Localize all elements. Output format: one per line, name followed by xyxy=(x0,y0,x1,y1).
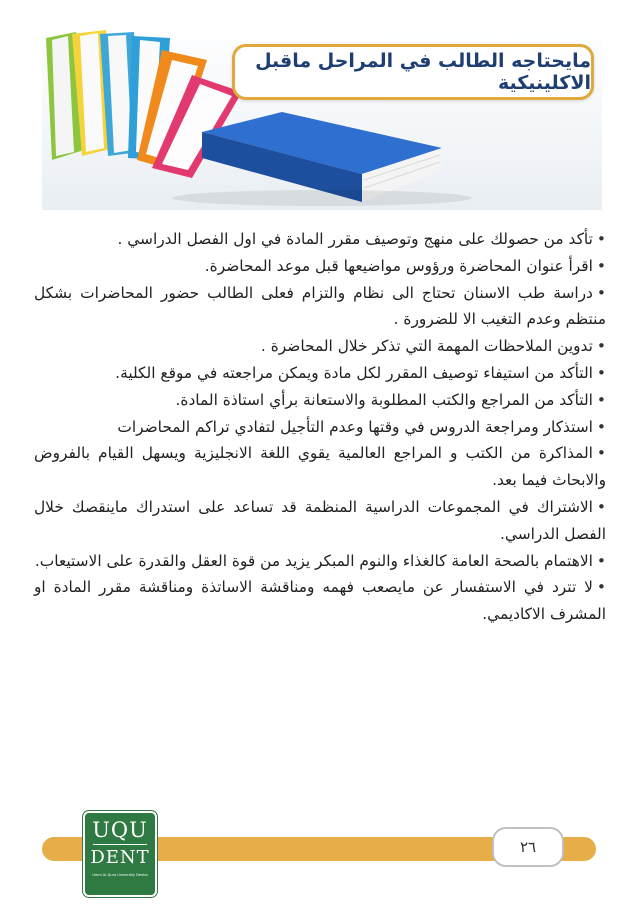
page-number: ٢٦ xyxy=(492,827,564,867)
list-item: •تدوين الملاحظات المهمة التي تذكر خلال المحاضرة . xyxy=(260,337,606,356)
list-item: •دراسة طب الاسنان تحتاج الى نظام والتزام فعلى الطالب حضور المحاضرات بشكل منتظم وعدم التغيب الا للضرورة . xyxy=(34,283,606,329)
section-title-text: مايحتاجه الطالب في المراحل ماقبل الاكلينيكية xyxy=(255,50,591,94)
list-item: •الاهتمام بالصحة العامة كالغذاء والنوم المبكر يزيد من قوة العقل والقدرة على الاستيعاب. xyxy=(34,551,606,570)
logo-divider xyxy=(93,844,147,845)
section-title xyxy=(232,44,594,100)
list-item: •الاشتراك في المجموعات الدراسية المنظمة قد تساعد على استدراك ماينقصك خلال الفصل الدراسي. xyxy=(34,497,606,543)
front-blue-book xyxy=(202,112,442,202)
list-item: •اقرأ عنوان المحاضرة ورؤوس مواضيعها قبل موعد المحاضرة. xyxy=(204,256,606,275)
list-item: •تأكد من حصولك على منهج وتوصيف مقرر المادة في اول الفصل الدراسي . xyxy=(117,230,606,248)
logo-line2: DENT xyxy=(90,847,150,868)
uqu-dent-logo xyxy=(83,811,157,897)
list-item: •التأكد من المراجع والكتب المطلوبة والاستعانة برأي استاذة المادة. xyxy=(175,390,606,409)
list-item: •المذاكرة من الكتب و المراجع العالمية يقوي اللغة الانجليزية ويسهل القيام بالفروض والابحاث فيما بعد. xyxy=(34,444,606,490)
tips-list xyxy=(34,226,606,628)
logo-tagline: Umm Al-Qura University Dental xyxy=(92,873,148,877)
list-item: •استذكار ومراجعة الدروس في وقتها وعدم التأجيل لتفادي تراكم المحاضرات xyxy=(117,417,606,436)
list-item: •لا تترد في الاستفسار عن مايصعب فهمه ومناقشة الاساتذة ومناقشة مقرر المادة او المشرف الاكاديمي. xyxy=(34,578,606,624)
logo-line1: UQU xyxy=(92,818,148,842)
list-item: •التأكد من استيفاء توصيف المقرر لكل مادة ويمكن مراجعته في موقع الكلية. xyxy=(115,363,606,382)
